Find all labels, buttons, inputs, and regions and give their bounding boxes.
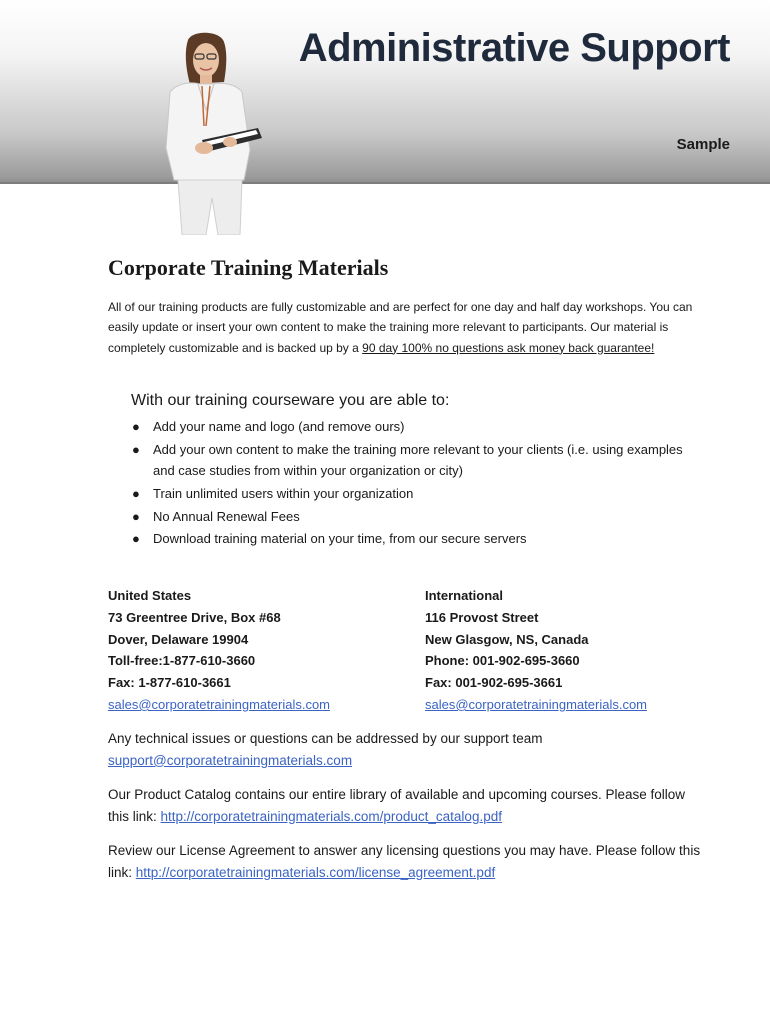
intro-paragraph bbox=[108, 297, 698, 358]
banner-divider bbox=[0, 182, 770, 184]
license-text: Review our License Agreement to answer any licensing questions you may have. Please follow this link: bbox=[108, 843, 701, 880]
bullet-icon: ● bbox=[132, 419, 140, 434]
bullet-icon: ● bbox=[132, 531, 140, 547]
catalog-text: Our Product Catalog contains our entire library of available and upcoming courses. Please follow this link: bbox=[108, 787, 686, 824]
catalog-link[interactable]: http://corporatetrainingmaterials.com/product_catalog.pdf bbox=[160, 808, 502, 824]
section-title: Corporate Training Materials bbox=[108, 255, 389, 280]
us-heading: United States bbox=[108, 588, 192, 603]
list-item-text: No Annual Renewal Fees bbox=[153, 508, 300, 524]
intl-email-link[interactable]: sales@corporatetrainingmaterials.com bbox=[425, 696, 648, 712]
intl-contact-block bbox=[425, 585, 647, 716]
us-phone: Toll-free:1-877-610-3660 bbox=[108, 653, 256, 669]
support-paragraph bbox=[108, 728, 708, 772]
document-subtitle: Sample bbox=[676, 136, 730, 153]
license-paragraph bbox=[108, 840, 708, 884]
us-address-line1: 73 Greentree Drive, Box #68 bbox=[108, 609, 281, 625]
support-text: Any technical issues or questions can be addressed by our support team bbox=[108, 731, 543, 746]
intl-phone: Phone: 001-902-695-3660 bbox=[425, 653, 580, 669]
license-link[interactable]: http://corporatetrainingmaterials.com/license_agreement.pdf bbox=[135, 864, 496, 880]
list-item bbox=[131, 506, 691, 528]
list-item bbox=[131, 528, 691, 550]
bullet-icon: ● bbox=[132, 485, 140, 501]
list-item-text: Add your name and logo (and remove ours) bbox=[153, 419, 405, 434]
us-fax: Fax: 1-877-610-3661 bbox=[108, 675, 231, 691]
list-item-text: Add your own content to make the training more relevant to your clients (i.e. using examples and case studies from within your organization or city) bbox=[153, 441, 683, 479]
list-item bbox=[131, 439, 691, 482]
courseware-lead: With our training courseware you are able to: bbox=[131, 392, 450, 409]
businesswoman-image bbox=[140, 30, 280, 235]
intl-fax: Fax: 001-902-695-3661 bbox=[425, 675, 563, 691]
us-contact-block bbox=[108, 585, 330, 716]
list-item-text: Download training material on your time, from our secure servers bbox=[153, 531, 527, 547]
intl-address-line1: 116 Provost Street bbox=[425, 609, 539, 625]
list-item-text: Train unlimited users within your organization bbox=[153, 485, 414, 501]
guarantee-link[interactable]: 90 day 100% no questions ask money back guarantee! bbox=[362, 340, 655, 355]
document-title: Administrative Support bbox=[298, 26, 730, 70]
us-email-link[interactable]: sales@corporatetrainingmaterials.com bbox=[108, 696, 331, 712]
support-email-link[interactable]: support@corporatetrainingmaterials.com bbox=[108, 752, 353, 768]
intl-address-line2: New Glasgow, NS, Canada bbox=[425, 631, 589, 647]
list-item bbox=[131, 416, 691, 438]
list-item bbox=[131, 483, 691, 505]
bullet-icon: ● bbox=[132, 441, 140, 457]
us-address-line2: Dover, Delaware 19904 bbox=[108, 631, 249, 647]
intro-text: All of our training products are fully customizable and are perfect for one day and half day workshops. You can easily update or insert your own content to make the training more relevant to participants. Our material is completely customizable and is backed up by a bbox=[108, 300, 693, 355]
courseware-list bbox=[131, 416, 691, 551]
bullet-icon: ● bbox=[132, 508, 140, 524]
intl-heading: International bbox=[425, 588, 504, 603]
catalog-paragraph bbox=[108, 784, 708, 828]
